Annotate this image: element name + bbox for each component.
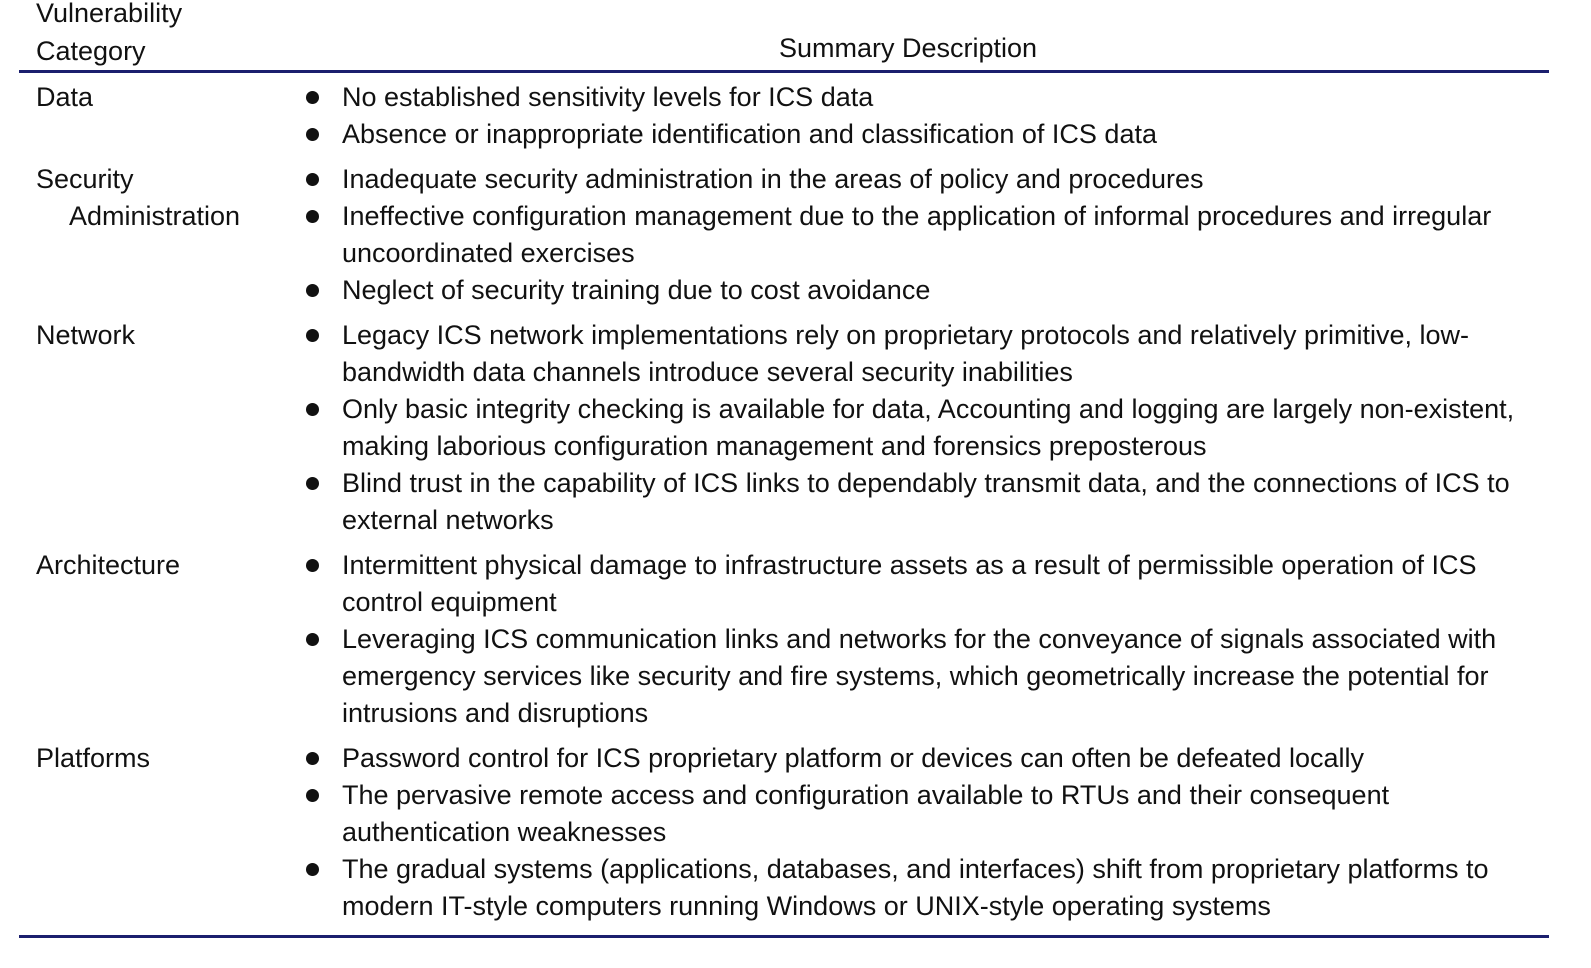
item-text: Legacy ICS network implementations rely on proprietary protocols and relatively primitive, low-bandwidth data channels introduce several security inabilities	[342, 320, 1469, 387]
category-label: Security	[36, 164, 134, 194]
table-body	[19, 73, 1549, 925]
description-list	[302, 740, 1549, 925]
row-category	[19, 79, 302, 116]
list-item	[302, 79, 1549, 116]
table-row	[19, 79, 1549, 153]
bullet-icon	[306, 128, 319, 141]
bullet-icon	[306, 91, 319, 104]
category-label: Platforms	[36, 743, 151, 773]
bullet-icon	[306, 863, 319, 876]
vulnerability-table	[19, 0, 1549, 938]
table-header	[19, 0, 1549, 70]
list-item	[302, 272, 1549, 309]
list-item	[302, 547, 1549, 621]
item-text: No established sensitivity levels for ICS data	[342, 82, 874, 112]
list-item	[302, 465, 1549, 539]
item-text: Absence or inappropriate identification and classification of ICS data	[342, 119, 1157, 149]
header-category-line2: Category	[36, 36, 146, 66]
bullet-icon	[306, 210, 319, 223]
bullet-icon	[306, 173, 319, 186]
list-item	[302, 621, 1549, 732]
bullet-icon	[306, 633, 319, 646]
row-category	[19, 317, 302, 354]
list-item	[302, 391, 1549, 465]
description-list	[302, 79, 1549, 153]
bullet-icon	[306, 403, 319, 416]
category-label: Data	[36, 82, 94, 112]
item-text: Neglect of security training due to cost avoidance	[342, 275, 931, 305]
row-category	[19, 547, 302, 584]
category-label: Network	[36, 320, 136, 350]
list-item	[302, 198, 1549, 272]
table-row	[19, 740, 1549, 925]
item-text: The gradual systems (applications, databases, and interfaces) shift from proprietary platforms to modern IT-style computers running Windows or UNIX-style operating systems	[342, 854, 1489, 921]
header-category-line1: Vulnerability	[36, 0, 183, 28]
bullet-icon	[306, 284, 319, 297]
description-list	[302, 161, 1549, 309]
row-category	[19, 740, 302, 777]
category-label: Architecture	[36, 550, 181, 580]
list-item	[302, 317, 1549, 391]
item-text: Blind trust in the capability of ICS links to dependably transmit data, and the connections of ICS to external networks	[342, 468, 1510, 535]
bullet-icon	[306, 752, 319, 765]
item-text: Inadequate security administration in the areas of policy and procedures	[342, 164, 1204, 194]
table-row	[19, 547, 1549, 732]
item-text: Intermittent physical damage to infrastructure assets as a result of permissible operation of ICS control equipment	[342, 550, 1477, 617]
table-row	[19, 161, 1549, 309]
list-item	[302, 161, 1549, 198]
bottom-rule	[19, 935, 1549, 938]
table-row	[19, 317, 1549, 539]
category-label-line2: Administration	[69, 201, 241, 231]
bullet-icon	[306, 789, 319, 802]
item-text: The pervasive remote access and configuration available to RTUs and their consequent authentication weaknesses	[342, 780, 1390, 847]
header-description: Summary Description	[779, 33, 1038, 63]
bullet-icon	[306, 477, 319, 490]
item-text: Only basic integrity checking is available for data, Accounting and logging are largely non-existent, making laborious configuration management and forensics preposterous	[342, 394, 1515, 461]
list-item	[302, 740, 1549, 777]
list-item	[302, 851, 1549, 925]
item-text: Ineffective configuration management due to the application of informal procedures and irregular uncoordinated exercises	[342, 201, 1492, 268]
header-category	[36, 0, 182, 70]
row-category	[19, 161, 302, 235]
list-item	[302, 777, 1549, 851]
description-list	[302, 547, 1549, 732]
item-text: Password control for ICS proprietary platform or devices can often be defeated locally	[342, 743, 1365, 773]
bullet-icon	[306, 329, 319, 342]
bullet-icon	[306, 559, 319, 572]
list-item	[302, 116, 1549, 153]
description-list	[302, 317, 1549, 539]
item-text: Leveraging ICS communication links and networks for the conveyance of signals associated with emergency services like security and fire systems, which geometrically increase the potential for intrusions and disruptions	[342, 624, 1497, 728]
